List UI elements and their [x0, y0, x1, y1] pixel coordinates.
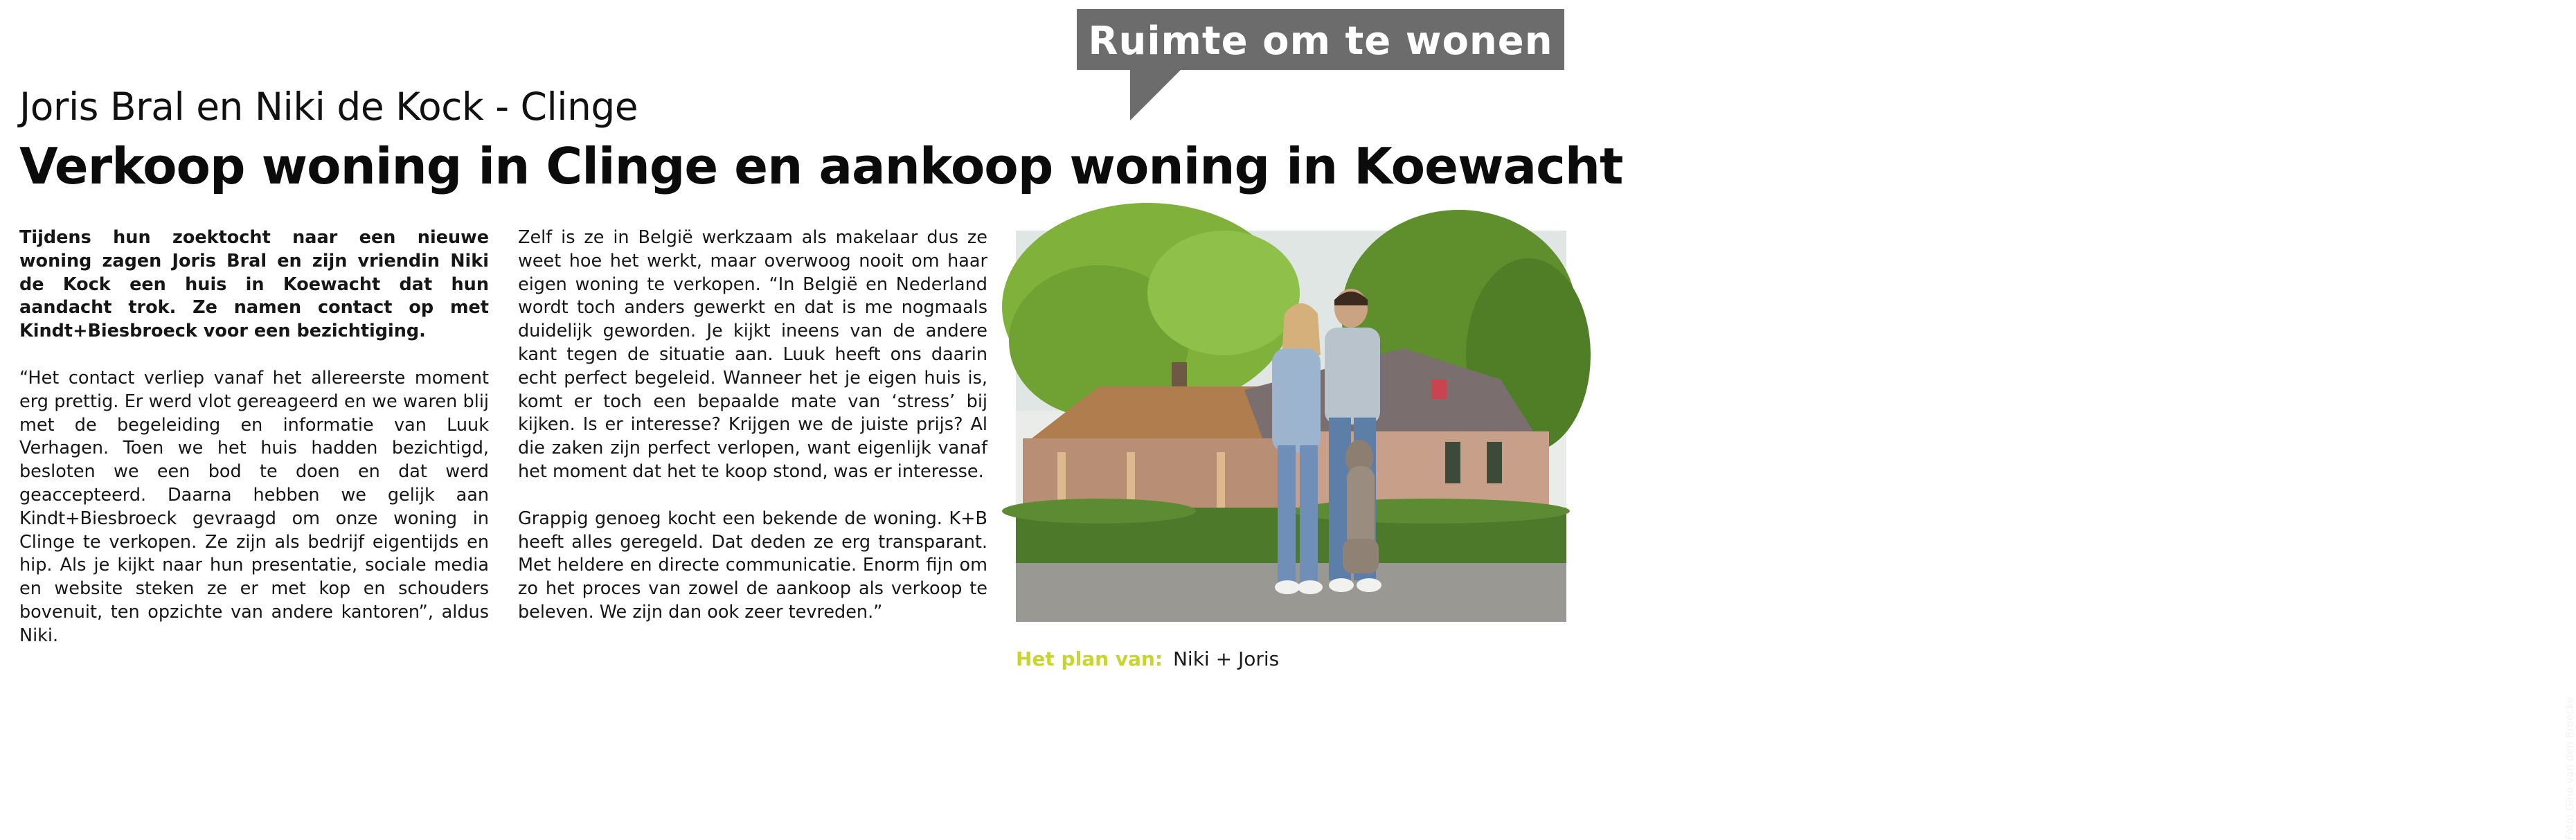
article-paragraph: Zelf is ze in België werkzaam als makelaar dus ze weet hoe het werkt, maar overwoog nooit om haar eigen woning te verkopen. “In België en Nederland wordt toch anders gewerkt en dat is me nogmaals duidelijk geworden. Je kijkt ineens van de andere kant tegen de situatie aan. Luuk heeft ons daarin echt perfect begeleid. Wanneer het je eigen huis is, komt er toch een bepaalde mate van ‘stress’ bij kijken. Is er interesse? Krijgen we de juiste prijs? Al die zaken zijn perfect verlopen, want eigenlijk vanaf het moment dat het te koop stond, was er interesse.: [518, 227, 987, 482]
section-tag-text: Ruimte om te wonen: [1088, 19, 1553, 64]
speech-bubble-tail: [1130, 69, 1181, 120]
photo-credit: Foto: Gino van den Broecke: [2564, 697, 2576, 840]
plan-label: Het plan van:: [1016, 647, 1163, 670]
article-headline: Verkoop woning in Clinge en aankoop woning in Koewacht: [19, 137, 1623, 195]
article-paragraph: Grappig genoeg kocht een bekende de woning. K+B heeft alles geregeld. Dat deden ze erg transparant. Met heldere en directe communicatie. Enorm fijn om zo het proces van zowel de aankoop als verkoop te beleven. We zijn dan ook zeer tevreden.”: [518, 508, 987, 623]
section-tag: [1077, 9, 1564, 70]
article-subtitle: Joris Bral en Niki de Kock - Clinge: [19, 84, 638, 129]
plan-value: Niki + Joris: [1172, 647, 1280, 670]
article-column-2: [518, 226, 987, 648]
article-column-1: [19, 226, 489, 672]
article-paragraph: “Het contact verliep vanaf het allereerste moment erg prettig. Er werd vlot gereageerd en we waren blij met de begeleiding en informatie van Luuk Verhagen. Toen we het huis hadden bezichtigd, besloten we een bod te doen en dat werd geaccepteerd. Daarna hebben we gelijk aan Kindt+Biesbroeck gevraagd om onze woning in Clinge te verkopen. Ze zijn als bedrijf eigentijds en hip. Als je kijkt naar hun presentatie, sociale media en website steken ze er met kop en schouders bovenuit, ten opzichte van andere kantoren”, aldus Niki.: [19, 367, 489, 646]
article-lead: Tijdens hun zoektocht naar een nieuwe woning zagen Joris Bral en zijn vriendin Niki de Kock een huis in Koewacht dat hun aandacht trok. Ze namen contact op met Kindt+Biesbroeck voor een bezichtiging.: [19, 227, 489, 342]
plan-line: [1016, 647, 1279, 670]
